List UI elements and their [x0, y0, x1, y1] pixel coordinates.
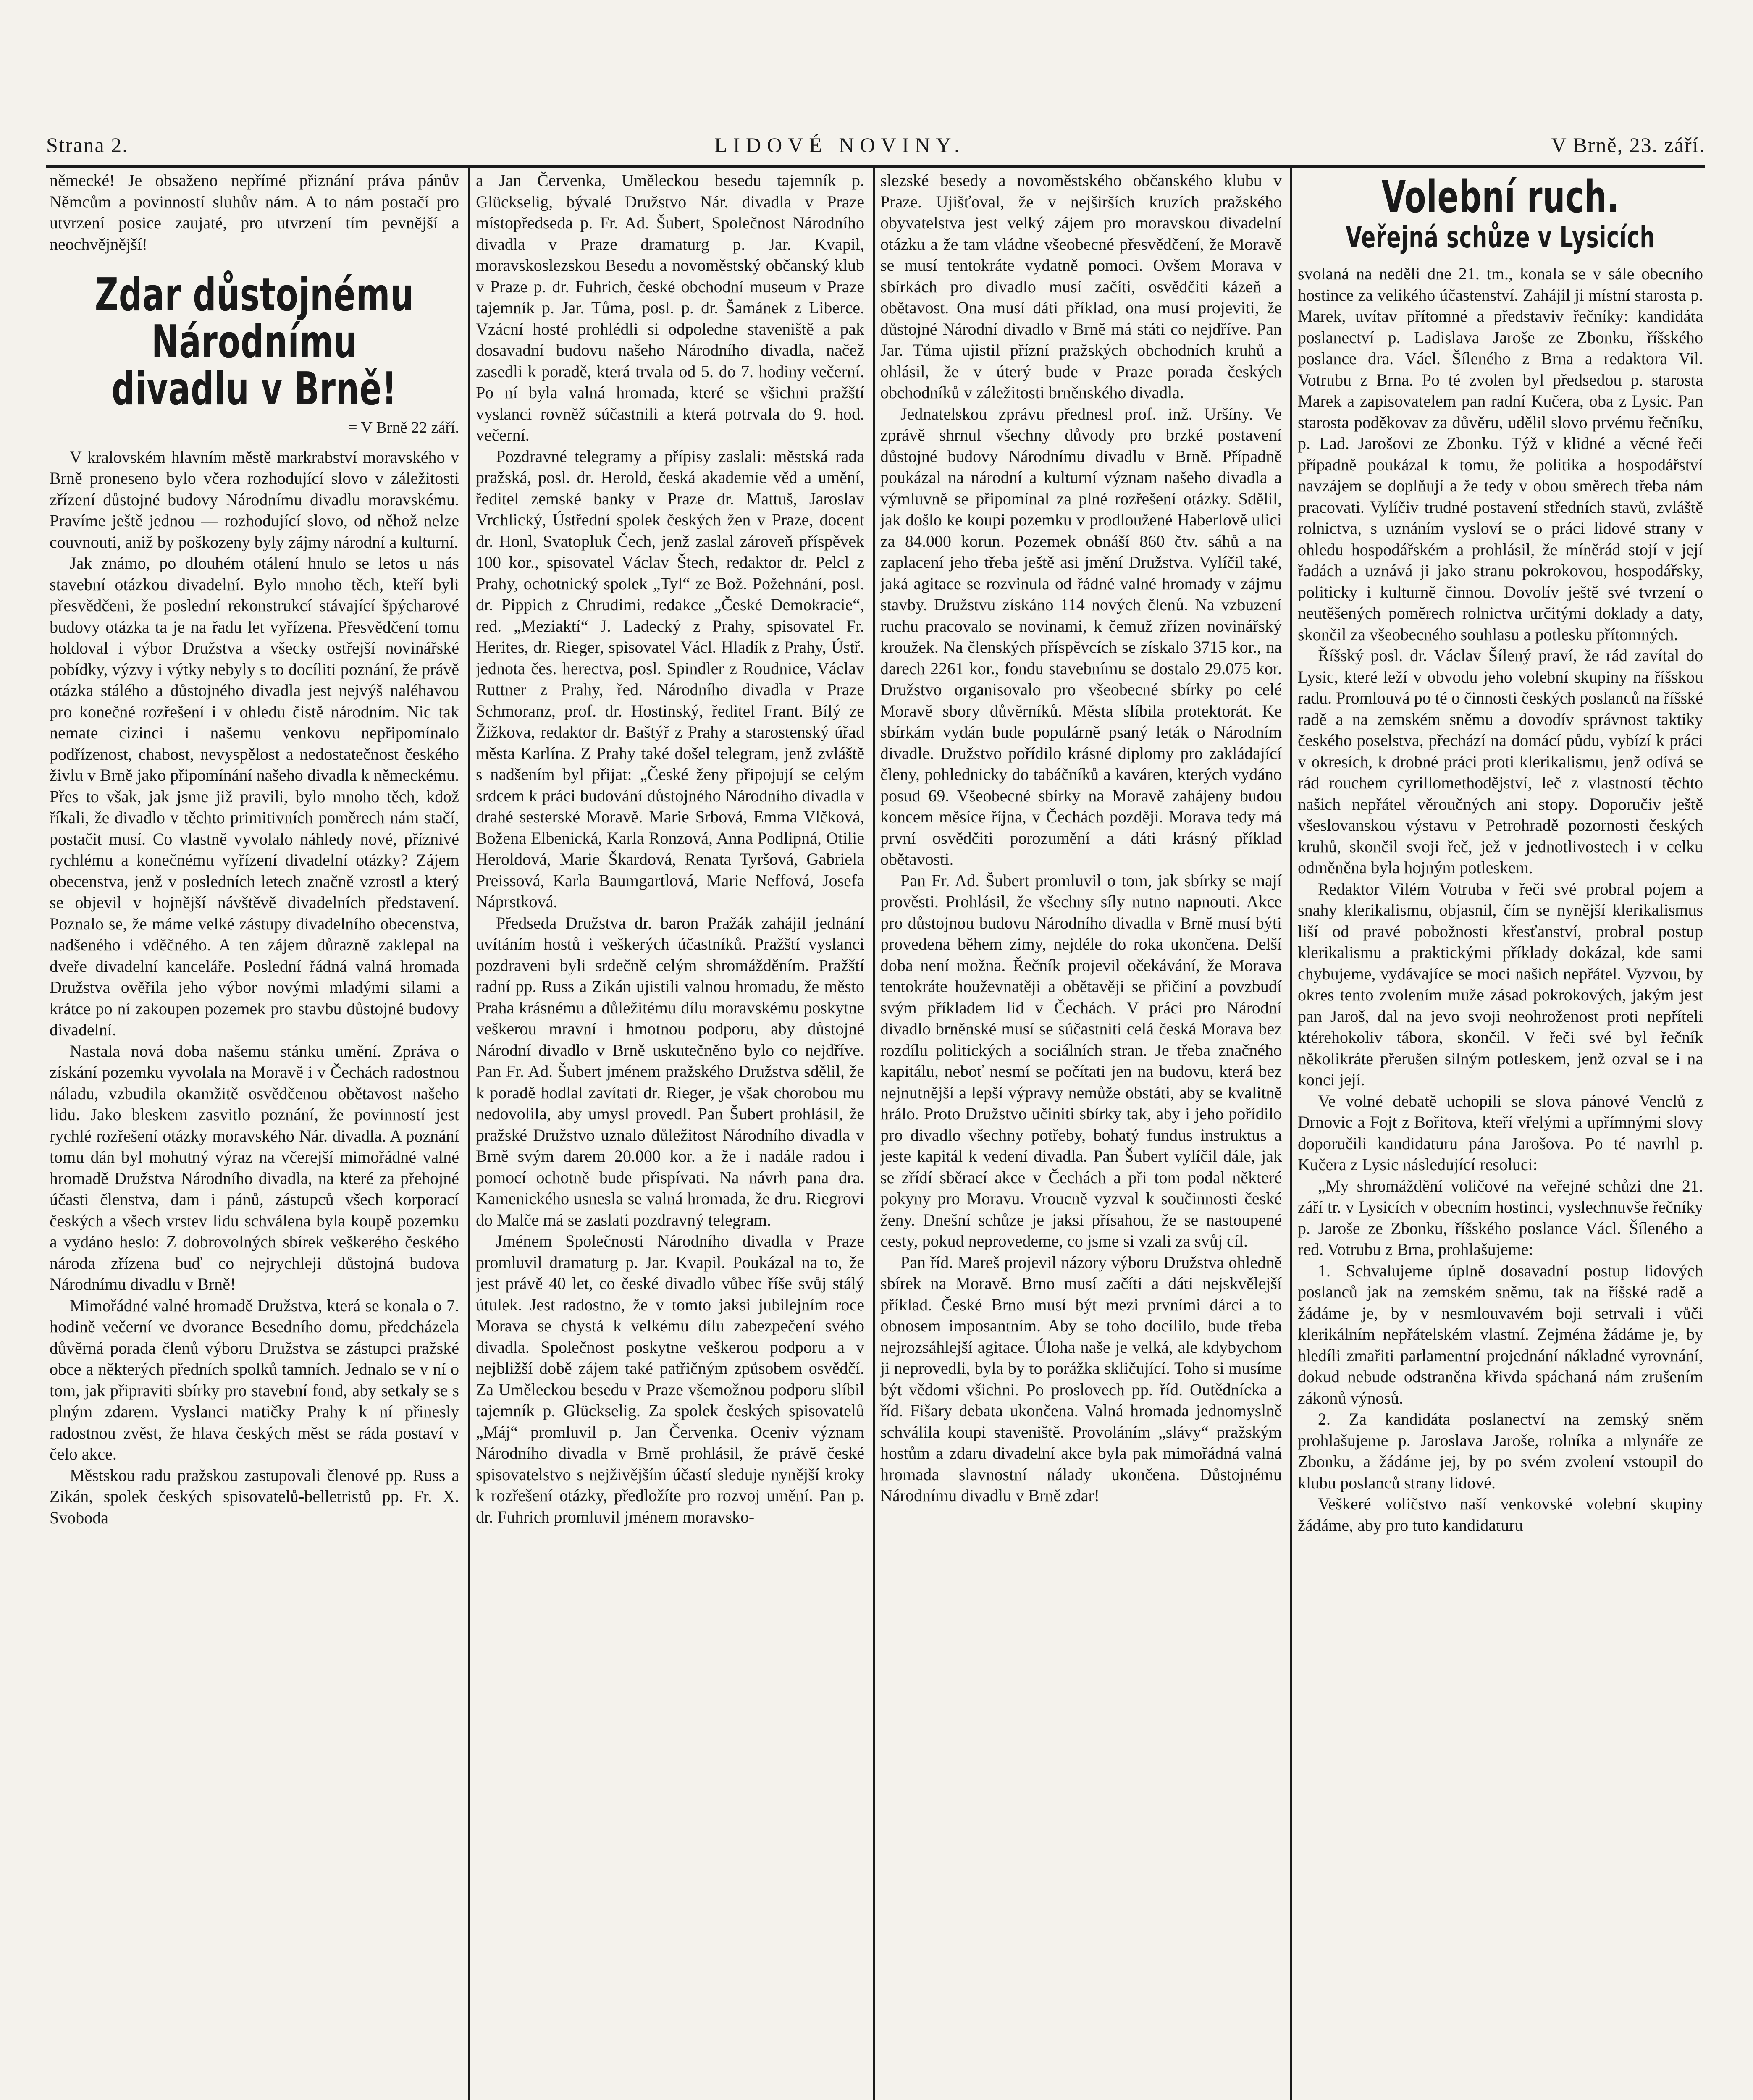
- paragraph: Mimořádné valné hromadě Družstva, která se konala o 7. hodině večerní ve dvorance Besedního domu, předcházela důvěrná porada členů výboru Družstva se zástupci pražské obce a některých předních spolků tamních. Jednalo se v ní o tom, jak připraviti sbírky pro stavební fond, aby setkaly se s plným zdarem. Vyslanci matičky Prahy k ní přinesly radostnou zvěst, že hlava českých měst se ráda postaví v čelo akce.: [50, 1296, 459, 1463]
- paragraph: Předseda Družstva dr. baron Pražák zahájil jednání uvítáním hostů i veškerých účastníků. Pražští vyslanci pozdraveni byli srdečně celým shromážděním. Pražští radní pp. Russ a Zikán ujistili valnou hromadu, že město Praha krásnému a důležitému dílu moravskému poskytne veškerou mravní i hmotnou podporu, aby důstojné Národní divadlo v Brně uskutečněno bylo co nejdříve. Pan Fr. Ad. Šubert jménem pražského Družstva sdělil, že k poradě hodlal zavítati dr. Rieger, je však chorobou mu nedovolila, aby umysl provedl. Pan Šubert prohlásil, že pražské Družstvo uznalo důležitost Národního divadla v Brně svým darem 20.000 kor. a že i nadále radou i pomocí ochotně bude přispívati. Na návrh pana dra. Kamenického usnesla se valná hromada, že dru. Riegrovi do Malče má se zaslati pozdravný telegram.: [476, 913, 864, 1229]
- paragraph: Pan Fr. Ad. Šubert promluvil o tom, jak sbírky se mají prověsti. Prohlásil, že všechny síly nutno napnouti. Akce pro důstojnou budovu Národního divadla v Brně musí býti provedena během zimy, nejdéle do roka ukončena. Delší doba není možna. Řečník projevil očekávání, že Morava tentokráte houževnatěji a obětavěji se přičiní a povzbudí svým příkladem lid v Čechách. V práci pro Národní divadlo brněnské musí se súčastniti celá česká Morava bez rozdílu politických a sociálních stran. Je třeba značného kapitálu, neboť nesmí se počítati jen na budovu, která bez nejnutnější a lepší výpravy nemůže obstáti, aby se kvalitně hrálo. Proto Družstvo učiniti sbírky tak, aby i jeho pořídilo pro divadlo všechny potřeby, bohatý fundus instruktus a jeste kapitál k vedení divadla. Pan Šubert vylíčil dále, jak se zřídí sběrací akce v Čechách a při tom podal některé pokyny pro Moravu. Vroucně vyzval k součinnosti české ženy. Dnešní schůze je jaksi přísahou, že se nastoupené cesty, pokud neprovedeme, co jsme si vzali za svůj cíl.: [880, 871, 1282, 1250]
- paragraph: Ve volné debatě uchopili se slova pánové Venclů z Drnovic a Fojt z Bořitova, kteří vřelými a upřímnými slovy doporučili kandidaturu pána Jarošova. Po té navrhl p. Kučera z Lysic následující resoluci:: [1298, 1091, 1703, 1174]
- article-column-4: [1298, 170, 1703, 2100]
- paragraph: Nastala nová doba našemu stánku umění. Zpráva o získání pozemku vyvolala na Moravě i v Čechách radostnou náladu, vzbudila okamžitě osvědčenou obětavost našeho lidu. Jako bleskem zasvitlo poznání, že povinností jest rychlé rozřešení otázky moravského Nár. divadla. A poznání tomu dán byl mohutný výraz na včerejší mimořádné valné hromadě Družstva Národního divadla, na které za přehojné účasti členstva, dam i pánů, zástupců všech korporací českých a všech vrstev lidu schválena byla koupě pozemku a vydáno heslo: Z dobrovolných sbírek veškerého českého národa zřízena buď co nejrychleji důstojná budova Národnímu divadlu v Brně!: [50, 1041, 459, 1294]
- header-dateline: V Brně, 23. září.: [1551, 133, 1705, 157]
- paragraph: Redaktor Vilém Votruba v řeči své probral pojem a snahy klerikalismu, objasnil, čím se nynější klerikalismus liší od pravé pobožnosti křesťanství, probral postup klerikalismu a praktickými příklady dokázal, kde sami chybujeme, vydávajíce se moci našich nepřátel. Vyzvou, by okres tento zvolením muže zásad pokrokových, jakým jest pan Jaroš, dal na jevo svoji neohroženost proti nepříteli ktérehokoliv tábora, skončil. V řeči své byl řečník několikráte přerušen silným potleskem, jenž ozval se i na konci její.: [1298, 879, 1703, 1089]
- article-column-3: [880, 170, 1282, 2100]
- paragraph: Pan říd. Mareš projevil názory výboru Družstva ohledně sbírek na Moravě. Brno musí začíti a dáti nejskvělejší příklad. České Brno musí být mezi prvními dárci a to obnosem imposantním. Aby se toho docílilo, bude třeba nejrozsáhlejší agitace. Úloha naše je velká, ale kdybychom ji neprovedli, byla by to porážka skličující. Toho si musíme být vědomi všichni. Po proslovech pp. říd. Outědnícka a říd. Fišary debata ukončena. Valná hromada jednomyslně schválila koupi staveniště. Provoláním „slávy“ pražským hostům a zdaru divadelní akce byla pak mimořádná valná hromada slavnostní nálady ukončena. Důstojnému Národnímu divadlu v Brně zdar!: [880, 1252, 1282, 1505]
- paragraph: „My shromáždění voličové na veřejné schůzi dne 21. září tr. v Lysicích v obecním hostinci, vyslechnuvše řečníky p. Jaroše ze Zbonku, říšského poslance Václ. Šíleného a red. Votrubu z Brna, prohlašujeme:: [1298, 1176, 1703, 1259]
- headline: Zdar důstojnému Národnímu divadlu v Brně!: [94, 269, 414, 415]
- column-rule: [468, 168, 470, 2100]
- paragraph: Jednatelskou zprávu přednesl prof. inž. Uršíny. Ve zprávě shrnul všechny důvody pro brzké postavení důstojné budovy Národnímu divadlu v Brně. Případně poukázal na národní a kulturní význam našeho divadla a výmluvně se připomínal za plné rozřešení otázky. Sdělil, jak došlo ke koupi pozemku v prodloužené Haberlově ulici za 84.000 korun. Pozemek obnáší 860 čtv. sáhů a na zaplacení jeho třeba ještě asi jmění Družstva. Vylíčil také, jaká agitace se rozvinula od řádné valné hromady v zájmu stavby. Družstvu získáno 114 nových členů. Na vzbuzení ruchu pracovalo se novinami, k čemuž zřízen novinářský kroužek. Na členských příspěvcích se získalo 3715 kor., na darech 2261 kor., fondu stavebnímu se dostalo 29.075 kor. Družstvo organisovalo pro všeobecné sbírky po celé Moravě sbory důvěrníků. Města slíbila protektorát. Ke sbírkám vydán bude populárně psaný leták o Národním divadle. Družstvo pořídilo krásné diplomy pro zakládající členy, pohlednicky do tabáčníků a kaváren, kterých vydáno posud 69. Všeobecné sbírky na Moravě zahájeny budou koncem měsíce října, v Čechách později. Morava tedy má první osvědčiti porozumění a dáti krásný příklad obětavosti.: [880, 404, 1282, 869]
- paragraph: Jak známo, po dlouhém otálení hnulo se letos u nás stavební otázkou divadelní. Bylo mnoho těch, kteří byli přesvědčeni, že poslední rekonstrukcí stávající špýcharové budovy otázka ta je na řadu let vyřízena. Přesvědčení tomu holdoval i výbor Družstva a všecky ostřejší novinářské pobídky, výzvy i výtky nebyly s to docíliti poznání, že právě otázka stálého a důstojného divadla jest nejvýš naléhavou pro konečné rozřešení i v ohledu čistě národním. Nic tak nemate cizinci i našemu venkovu nepřipomínalo podřízenost, chabost, nevyspělost a nedostatečnost českého živlu v Brně jako připomínání našeho divadla k německému. Přes to však, jak jsme již pravili, bylo mnoho těch, kdož říkali, že divadlo v těchto primitivních poměrech nám stačí, postačit musí. Co vlastně vyvolalo náhledy nové, příznivé rychlému a konečnému vyřízení divadelní otázky? Zájem obecenstva, jenž v posledních letech značně vzrostl a který se objevil v hojnější návštěvě divadelních představení. Poznalo se, že máme velké zástupy divadelního obecenstva, nadšeného i vděčného. A ten zájem důrazně zaklepal na dveře divadelní kanceláře. Poslední řádná valná hromada Družstva ověřila jeho výbor novými mladými silami a krátce po ní zakoupen pozemek pro stavbu důstojné budovy divadelní.: [50, 554, 459, 1039]
- paragraph: Městskou radu pražskou zastupovali členové pp. Russ a Zikán, spolek českých spisovatelů-belletristů pp. Fr. X. Svoboda: [50, 1465, 459, 1527]
- paragraph: slezské besedy a novoměstského občanského klubu v Praze. Ujišťoval, že v nejširších kruzích pražského obyvatelstva jest velký zájem pro moravskou divadelní otázku a že tam vládne všeobecné přesvědčení, že Moravě se musí tentokráte vydatně pomoci. Ovšem Morava v sbírkách pro divadlo musí začíti, osvědčiti kázeň a obětavost. Ona musí dáti příklad, ona musí projeviti, že důstojné Národní divadlo v Brně má státi co nejdříve. Pan Jar. Tůma ujistil přízní pražských obchodních kruhů a ohlásil, že v úterý bude v Praze porada českých obchodníků v záležitosti brněnského divadla.: [880, 171, 1282, 402]
- page-number: Strana 2.: [46, 133, 129, 157]
- subheadline: Veřejná schůze v Lysicích: [1345, 220, 1656, 255]
- paragraph: Říšský posl. dr. Václav Šílený praví, že rád zavítal do Lysic, které leží v obvodu jeho volební skupiny na říšskou radu. Promlouvá po té o činnosti českých poslanců na říšské radě a na zemském sněmu a dovodív správnost taktiky českého poselstva, přechází na domácí půdu, vybízí k práci v okresích, k drobné práci proti klerikalismu, jenž odívá se rád rouchem cyrillomethodějství, leč z vlastností těchto našich nepřátel věroučných ani stopy. Doporučiv ještě všeslovanskou výstavu v Petrohradě pozornosti českých kruhů, skončil svoji řeč, jež v jednotlivostech i v celku odměněna byla hojným potleskem.: [1298, 646, 1703, 877]
- paragraph: 1. Schvalujeme úplně dosavadní postup lidových poslanců jak na zemském sněmu, tak na říšské radě a žádáme je, by v nesmlouvavém boji setrvali i vůči klerikálním nepřátelském vlastní. Zejména žádáme je, by hledíli zmařiti parlamentní projednání nákladné vyrovnání, dokud nebude odstraněna křivda spáchaná nám zrušením zákonů výnosů.: [1298, 1261, 1703, 1407]
- masthead: LIDOVÉ NOVINY.: [714, 133, 966, 157]
- section-headline: Volební ruch.: [1381, 171, 1619, 223]
- article-column-1: [50, 170, 459, 2100]
- column-rule: [1290, 168, 1292, 2100]
- paragraph: Pozdravné telegramy a přípisy zaslali: městská rada pražská, posl. dr. Herold, česká akademie věd a umění, ředitel zemské banky v Praze dr. Mattuš, Jaroslav Vrchlický, Ústřední spolek českých žen v Praze, docent dr. Honl, Svatopluk Čech, jenž zaslal zároveň příspěvek 100 kor., spisovatel Václav Štech, redaktor dr. Pelcl z Prahy, ochotnický spolek „Tyl“ ze Bož. Požehnání, posl. dr. Pippich z Chrudimi, redakce „České Demokracie“, red. „Meziaktí“ J. Ladecký z Prahy, spisovatel Fr. Herites, dr. Rieger, spisovatel Václ. Hladík z Prahy, Ústř. jednota čes. herectva, posl. Spindler z Roudnice, Václav Ruttner z Prahy, řed. Národního divadla v Praze Schmoranz, prof. dr. Hostinský, ředitel Frant. Bílý ze Žižkova, redaktor dr. Baštýř z Prahy a starostenský úřad města Karlína. Z Prahy také došel telegram, jenž zvláště s nadšením byl přijat: „České ženy připojují se celým srdcem k práci budování důstojného Národního divadla v drahé sesterské Moravě. Marie Srbová, Emma Vlčková, Božena Elbenická, Karla Ronzová, Anna Podlipná, Otilie Heroldová, Marie Škardová, Renata Tyršová, Gabriela Preissová, Karla Baumgartlová, Marie Neffová, Josefa Náprstková.: [476, 446, 864, 911]
- page-header: [46, 126, 1705, 164]
- article-column-2: [476, 170, 864, 2100]
- header-rule: [46, 165, 1705, 168]
- article-dateline: = V Brně 22 září.: [348, 419, 459, 436]
- paragraph: Jménem Společnosti Národního divadla v Praze promluvil dramaturg p. Jar. Kvapil. Poukázal na to, že jest právě 40 let, co české divadlo vůbec říše svůj stálý útulek. Jest radostno, že v tomto jaksi jubilejním roce Morava se chystá k velkému dílu zabezpečení svého divadla. Společnost poskytne veškerou podporu a v nejbližší době zájem také patřičným způsobem osvědčí. Za Uměleckou besedu v Praze všemožnou podporu slíbil tajemník p. Glückselig. Za spolek českých spisovatelů „Máj“ promluvil p. Jan Červenka. Oceniv význam Národního divadla v Brně prohlásil, že právě české spisovatelstvo s nejživějším účastí sleduje nynější kroky k rozřešení otázky, předložíte pro rozvoj umění. Pan p. dr. Fuhrich promluvil jménem moravsko-: [476, 1231, 864, 1526]
- paragraph: V kralovském hlavním městě markrabství moravského v Brně proneseno bylo včera rozhodující slovo v záležitosti zřízení důstojné budovy Národnímu divadlu moravskému. Pravíme ještě jednou — rozhodující slovo, od něhož nelze couvnouti, aniž by poškozeny byly zájmy národní a kulturní.: [50, 447, 459, 551]
- paragraph: Veškeré voličstvo naší venkovské volební skupiny žádáme, aby pro tuto kandidaturu: [1298, 1494, 1703, 1535]
- paragraph: a Jan Červenka, Uměleckou besedu tajemník p. Glückselig, bývalé Družstvo Nár. divadla v Praze místopředseda p. Fr. Ad. Šubert, Společnost Národního divadla v Praze dramaturg p. Jar. Kvapil, moravskoslezskou Besedu a novoměstský občanský klub v Praze p. dr. Fuhrich, české obchodní museum v Praze tajemník p. Jar. Tůma, posl. p. dr. Šamánek z Liberce. Vzácní hosté prohlédli si odpoledne staveniště a pak dosavadní budovu našeho Národního divadla, načež zasedli k poradě, která trvala od 5. do 7. hodiny večerní. Po ní byla valná hromada, které se všichni pražští vyslanci rovněž súčastnili a která potrvala do 9. hod. večerní.: [476, 171, 864, 444]
- paragraph: německé! Je obsaženo nepřímé přiznání práva pánův Němcům a povinností sluhův nám. A to nám postačí pro utvrzení posice zaujaté, pro utvrzení tím pevnější a neochvějnější!: [50, 171, 459, 254]
- paragraph: 2. Za kandidáta poslanectví na zemský sněm prohlašujeme p. Jaroslava Jaroše, rolníka a mlynáře ze Zbonku, a žádáme jej, by po svém zvolení vstoupil do klubu poslanců strany lidové.: [1298, 1410, 1703, 1492]
- paragraph: svolaná na neděli dne 21. tm., konala se v sále obecního hostince za velikého účastenství. Zahájil ji místní starosta p. Marek, uvítav přítomné a představiv řečníky: kandidáta poslanectví p. Ladislava Jaroše ze Zbonku, říšského poslance dra. Václ. Šíleného z Brna a redaktora Vil. Votrubu z Brna. Po té zvolen byl předsedou p. starosta Marek a zapisovatelem pan radní Kučera, oba z Lysic. Pan starosta poděkovav za důvěru, udělil slovo prvému řečníku, p. Lad. Jarošovi ze Zbonku. Týž v klidné a věcné řeči případně poukázal k tomu, že politika a hospodářství navzájem se doplňují a že tedy v obou směrech třeba nám pracovati. Vylíčiv trudné postavení středních stavů, zvláště rolnictva, s uznáním vysloví se o práci lidové strany v ohledu hospodářském a prohlásil, že míněrád stojí v její řadách a uznává ji jako stranu pokrokovou, hospodářsky, politicky i kulturně činnou. Dovolív ještě své tvrzení o neutěšených poměrech rolnictva určitými doklady a daty, skončil za všeobecného souhlasu a potlesku přítomných.: [1298, 264, 1703, 644]
- column-rule: [873, 168, 875, 2100]
